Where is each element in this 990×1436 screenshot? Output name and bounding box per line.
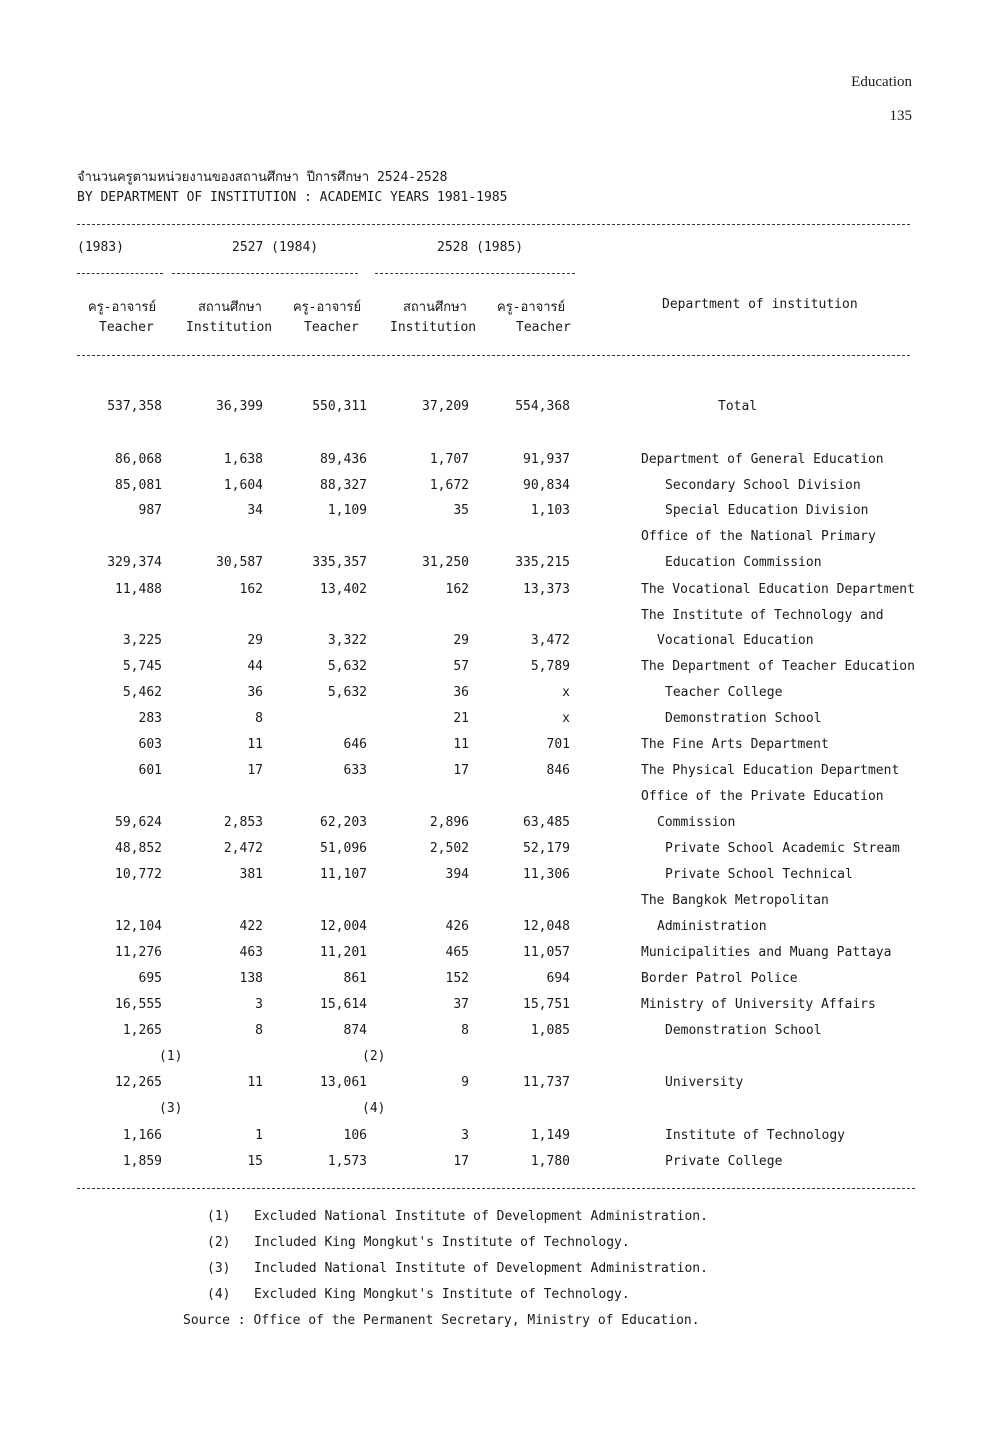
year-1984-label: 2527 (1984)	[232, 240, 319, 255]
footnote-ref: (2)	[362, 1049, 386, 1064]
year-1984-rule	[172, 273, 358, 274]
table-cell: 3,322	[327, 633, 367, 648]
table-cell: 646	[343, 737, 367, 752]
table-cell: 8	[255, 711, 263, 726]
footnote-mark: (2)	[207, 1235, 231, 1250]
table-cell: 89,436	[320, 452, 367, 467]
teacher-en-3: Teacher	[516, 320, 571, 335]
teacher-en-2: Teacher	[304, 320, 359, 335]
table-cell: 11	[453, 737, 469, 752]
page-number: 135	[889, 108, 912, 124]
footnote-mark: (3)	[207, 1261, 231, 1276]
table-cell: 5,462	[122, 685, 162, 700]
table-cell: 537,358	[107, 399, 162, 414]
table-cell: 36,399	[216, 399, 263, 414]
table-cell: 88,327	[320, 478, 367, 493]
department-label: Teacher College	[665, 685, 783, 700]
table-cell: 550,311	[312, 399, 367, 414]
table-cell: 1,109	[327, 503, 367, 518]
table-cell: 1,573	[327, 1154, 367, 1169]
table-cell: 1,149	[530, 1128, 570, 1143]
department-label: The Fine Arts Department	[641, 737, 829, 752]
table-cell: 63,485	[523, 815, 570, 830]
table-cell: 36	[453, 685, 469, 700]
table-cell: x	[562, 685, 570, 700]
table-cell: 12,048	[523, 919, 570, 934]
table-cell: 13,373	[523, 582, 570, 597]
department-label: Secondary School Division	[665, 478, 861, 493]
department-header: Department of institution	[662, 297, 858, 312]
table-cell: 57	[453, 659, 469, 674]
header-bottom-rule	[77, 355, 910, 356]
table-cell: 11,057	[523, 945, 570, 960]
department-label: Demonstration School	[665, 1023, 822, 1038]
table-cell: 1	[255, 1128, 263, 1143]
table-cell: 51,096	[320, 841, 367, 856]
department-label: Commission	[657, 815, 736, 830]
table-cell: 463	[239, 945, 263, 960]
table-bottom-rule	[77, 1188, 915, 1189]
footnote-ref: (3)	[159, 1101, 183, 1116]
department-label: Administration	[657, 919, 767, 934]
table-cell: 465	[445, 945, 469, 960]
department-label: The Institute of Technology and	[641, 608, 884, 623]
department-label: Municipalities and Muang Pattaya	[641, 945, 892, 960]
table-cell: 3,225	[122, 633, 162, 648]
institution-thai-1: สถานศึกษา	[198, 300, 262, 315]
table-cell: 11,276	[115, 945, 162, 960]
footnote-text: Excluded King Mongkut's Institute of Technology.	[254, 1287, 630, 1302]
footnote-text: Included King Mongkut's Institute of Technology.	[254, 1235, 630, 1250]
table-cell: 2,472	[223, 841, 263, 856]
footnote-mark: (1)	[207, 1209, 231, 1224]
teacher-en-1: Teacher	[99, 320, 154, 335]
table-cell: 11,306	[523, 867, 570, 882]
department-label: The Bangkok Metropolitan	[641, 893, 829, 908]
table-cell: 2,502	[429, 841, 469, 856]
table-cell: 1,707	[429, 452, 469, 467]
table-cell: 12,004	[320, 919, 367, 934]
department-label: Private College	[665, 1154, 783, 1169]
department-label: Special Education Division	[665, 503, 869, 518]
footnote-ref: (4)	[362, 1101, 386, 1116]
table-cell: 11	[247, 1075, 263, 1090]
table-title-thai: จำนวนครูตามหน่วยงานของสถานศึกษา ปีการศึกษา 2524-2528	[77, 170, 448, 185]
table-cell: 8	[255, 1023, 263, 1038]
table-cell: 3	[461, 1128, 469, 1143]
table-cell: 601	[138, 763, 162, 778]
table-cell: 2,896	[429, 815, 469, 830]
department-label: The Vocational Education Department	[641, 582, 915, 597]
table-cell: 394	[445, 867, 469, 882]
table-cell: 3	[255, 997, 263, 1012]
institution-en-1: Institution	[186, 320, 273, 335]
table-cell: 5,632	[327, 685, 367, 700]
table-cell: 59,624	[115, 815, 162, 830]
table-cell: 1,103	[530, 503, 570, 518]
table-cell: 37,209	[422, 399, 469, 414]
table-cell: 335,357	[312, 555, 367, 570]
table-cell: 1,780	[530, 1154, 570, 1169]
table-cell: 8	[461, 1023, 469, 1038]
table-cell: 987	[138, 503, 162, 518]
table-cell: 17	[453, 1154, 469, 1169]
table-title-english: BY DEPARTMENT OF INSTITUTION : ACADEMIC YEARS 1981-1985	[77, 190, 508, 205]
table-cell: 17	[247, 763, 263, 778]
table-cell: 1,672	[429, 478, 469, 493]
department-label: Education Commission	[665, 555, 822, 570]
department-label: Vocational Education	[657, 633, 814, 648]
top-rule	[77, 224, 910, 225]
table-cell: 152	[445, 971, 469, 986]
footnote-text: Excluded National Institute of Development Administration.	[254, 1209, 708, 1224]
table-cell: 16,555	[115, 997, 162, 1012]
department-label: Demonstration School	[665, 711, 822, 726]
table-cell: 17	[453, 763, 469, 778]
department-label: Office of the Private Education	[641, 789, 884, 804]
table-cell: 86,068	[115, 452, 162, 467]
running-title: Education	[851, 74, 912, 90]
table-cell: 29	[453, 633, 469, 648]
table-cell: 1,085	[530, 1023, 570, 1038]
teacher-thai-2: ครู-อาจารย์	[293, 300, 362, 315]
table-cell: 106	[343, 1128, 367, 1143]
table-cell: 48,852	[115, 841, 162, 856]
table-cell: 381	[239, 867, 263, 882]
table-cell: 12,104	[115, 919, 162, 934]
table-cell: 874	[343, 1023, 367, 1038]
table-cell: 162	[239, 582, 263, 597]
department-label: The Department of Teacher Education	[641, 659, 915, 674]
table-cell: 846	[546, 763, 570, 778]
table-cell: 62,203	[320, 815, 367, 830]
table-cell: 422	[239, 919, 263, 934]
table-cell: 11,107	[320, 867, 367, 882]
footnote-ref: (1)	[159, 1049, 183, 1064]
teacher-thai-1: ครู-อาจารย์	[88, 300, 157, 315]
table-cell: 861	[343, 971, 367, 986]
table-cell: 15,614	[320, 997, 367, 1012]
table-cell: 5,632	[327, 659, 367, 674]
table-cell: 701	[546, 737, 570, 752]
table-cell: 694	[546, 971, 570, 986]
table-cell: 13,402	[320, 582, 367, 597]
table-cell: 21	[453, 711, 469, 726]
table-cell: 1,166	[122, 1128, 162, 1143]
table-cell: 3,472	[530, 633, 570, 648]
footnote-mark: (4)	[207, 1287, 231, 1302]
table-cell: 52,179	[523, 841, 570, 856]
table-cell: 138	[239, 971, 263, 986]
year-1985-label: 2528 (1985)	[437, 240, 524, 255]
table-cell: 162	[445, 582, 469, 597]
table-cell: 29	[247, 633, 263, 648]
department-label: University	[665, 1075, 744, 1090]
total-label: Total	[718, 399, 758, 414]
table-cell: 633	[343, 763, 367, 778]
department-label: The Physical Education Department	[641, 763, 900, 778]
table-cell: 1,638	[223, 452, 263, 467]
table-cell: 34	[247, 503, 263, 518]
institution-en-2: Institution	[390, 320, 477, 335]
department-label: Institute of Technology	[665, 1128, 846, 1143]
institution-thai-2: สถานศึกษา	[403, 300, 467, 315]
table-cell: 11	[247, 737, 263, 752]
year-1983-rule	[77, 273, 163, 274]
table-cell: 44	[247, 659, 263, 674]
table-cell: 85,081	[115, 478, 162, 493]
table-cell: 1,604	[223, 478, 263, 493]
table-cell: 15,751	[523, 997, 570, 1012]
table-cell: x	[562, 711, 570, 726]
table-cell: 283	[138, 711, 162, 726]
table-cell: 11,201	[320, 945, 367, 960]
footnote-text: Included National Institute of Development Administration.	[254, 1261, 708, 1276]
table-cell: 2,853	[223, 815, 263, 830]
table-cell: 9	[461, 1075, 469, 1090]
teacher-thai-3: ครู-อาจารย์	[497, 300, 566, 315]
department-label: Ministry of University Affairs	[641, 997, 876, 1012]
table-cell: 37	[453, 997, 469, 1012]
department-label: Private School Technical	[665, 867, 853, 882]
table-cell: 11,488	[115, 582, 162, 597]
source-note: Source : Office of the Permanent Secretary, Ministry of Education.	[183, 1313, 700, 1328]
department-label: Office of the National Primary	[641, 529, 876, 544]
table-cell: 35	[453, 503, 469, 518]
table-cell: 91,937	[523, 452, 570, 467]
table-cell: 1,859	[122, 1154, 162, 1169]
table-cell: 11,737	[523, 1075, 570, 1090]
department-label: Private School Academic Stream	[665, 841, 900, 856]
table-cell: 335,215	[515, 555, 570, 570]
year-1985-rule	[375, 273, 575, 274]
year-1983-label: (1983)	[77, 240, 124, 255]
table-cell: 31,250	[422, 555, 469, 570]
table-cell: 13,061	[320, 1075, 367, 1090]
table-cell: 603	[138, 737, 162, 752]
table-cell: 426	[445, 919, 469, 934]
table-cell: 90,834	[523, 478, 570, 493]
table-cell: 12,265	[115, 1075, 162, 1090]
table-cell: 1,265	[122, 1023, 162, 1038]
table-cell: 329,374	[107, 555, 162, 570]
department-label: Border Patrol Police	[641, 971, 798, 986]
table-cell: 695	[138, 971, 162, 986]
table-cell: 36	[247, 685, 263, 700]
table-cell: 10,772	[115, 867, 162, 882]
table-cell: 554,368	[515, 399, 570, 414]
table-cell: 15	[247, 1154, 263, 1169]
table-cell: 30,587	[216, 555, 263, 570]
table-cell: 5,789	[530, 659, 570, 674]
table-cell: 5,745	[122, 659, 162, 674]
department-label: Department of General Education	[641, 452, 884, 467]
